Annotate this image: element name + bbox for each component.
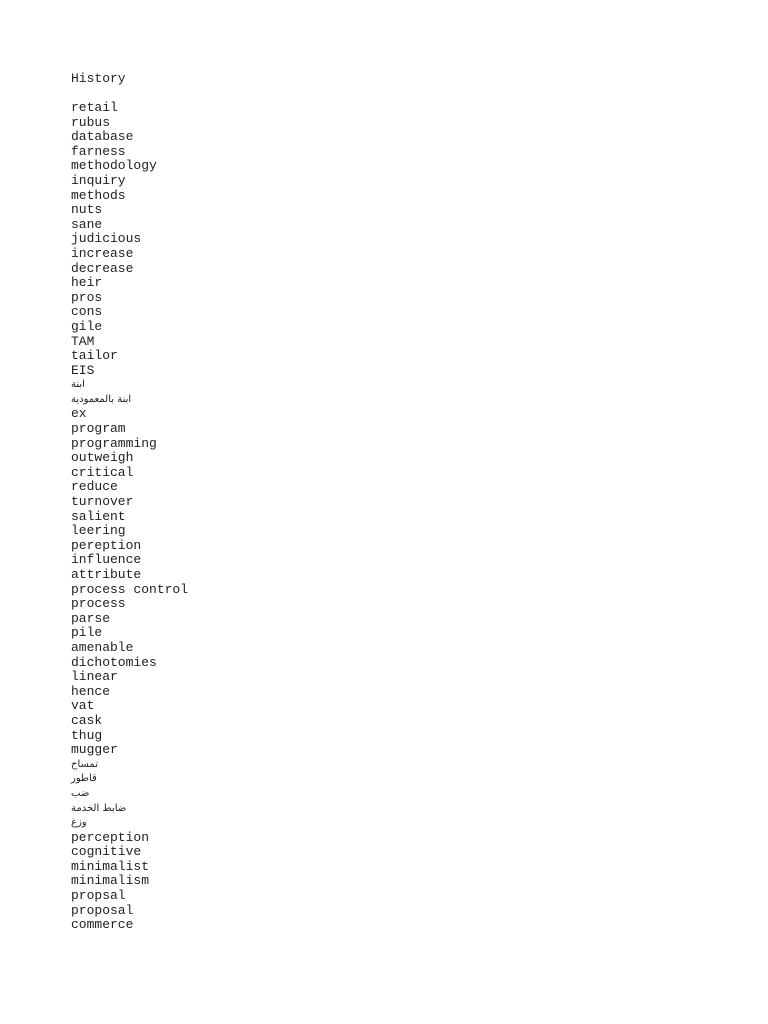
- list-item: pereption: [71, 537, 142, 553]
- list-item: heir: [71, 275, 103, 291]
- list-item: programming: [71, 435, 157, 451]
- list-item: program: [71, 421, 126, 437]
- list-item: turnover: [71, 494, 134, 510]
- list-item: hence: [71, 683, 111, 699]
- list-item: gile: [71, 318, 103, 334]
- list-item: ابنة بالمعمودية: [71, 393, 132, 405]
- document-heading: History: [71, 71, 126, 86]
- list-item: وزغ: [71, 817, 87, 829]
- list-item: methods: [71, 187, 126, 203]
- list-item: methodology: [71, 158, 157, 174]
- list-item: nuts: [71, 202, 103, 218]
- list-item: minimalism: [71, 873, 150, 889]
- list-item: reduce: [71, 479, 118, 495]
- list-item: propsal: [71, 888, 126, 904]
- list-item: increase: [71, 245, 134, 261]
- list-item: sane: [71, 216, 103, 232]
- list-item: cognitive: [71, 844, 142, 860]
- list-item: decrease: [71, 260, 134, 276]
- list-item: inquiry: [71, 172, 126, 188]
- list-item: judicious: [71, 231, 142, 247]
- list-item: parse: [71, 610, 111, 626]
- list-item: تمساح: [71, 758, 98, 770]
- list-item: pile: [71, 625, 103, 641]
- list-item: process control: [71, 581, 189, 597]
- list-item: mugger: [71, 742, 118, 758]
- list-item: retail: [71, 100, 118, 115]
- list-item: process: [71, 596, 126, 612]
- list-item: EIS: [71, 362, 95, 378]
- list-item: farness: [71, 143, 126, 159]
- list-item: commerce: [71, 917, 134, 933]
- list-item: قاطور: [71, 773, 97, 785]
- list-item: dichotomies: [71, 654, 157, 670]
- list-item: thug: [71, 727, 103, 743]
- list-item: TAM: [71, 333, 95, 349]
- list-item: cons: [71, 304, 103, 320]
- list-item: salient: [71, 508, 126, 524]
- list-item: ex: [71, 406, 87, 422]
- list-item: cask: [71, 712, 103, 728]
- list-item: database: [71, 129, 134, 145]
- list-item: vat: [71, 698, 95, 714]
- list-item: critical: [71, 464, 134, 480]
- list-item: ابنة: [71, 379, 85, 391]
- list-item: amenable: [71, 639, 134, 655]
- list-item: rubus: [71, 114, 111, 130]
- list-item: minimalist: [71, 858, 150, 874]
- word-list: [71, 101, 691, 933]
- list-item: pros: [71, 289, 103, 305]
- list-item: outweigh: [71, 450, 134, 466]
- list-item: ضابط الخدمة: [71, 802, 127, 814]
- list-item: attribute: [71, 567, 142, 582]
- list-item: linear: [71, 669, 118, 685]
- document-page: [71, 71, 691, 933]
- list-item: proposal: [71, 902, 134, 918]
- list-item: leering: [71, 523, 126, 539]
- list-item: ضب: [71, 787, 90, 799]
- list-item: tailor: [71, 348, 118, 364]
- list-item: influence: [71, 552, 142, 568]
- list-item: perception: [71, 829, 150, 845]
